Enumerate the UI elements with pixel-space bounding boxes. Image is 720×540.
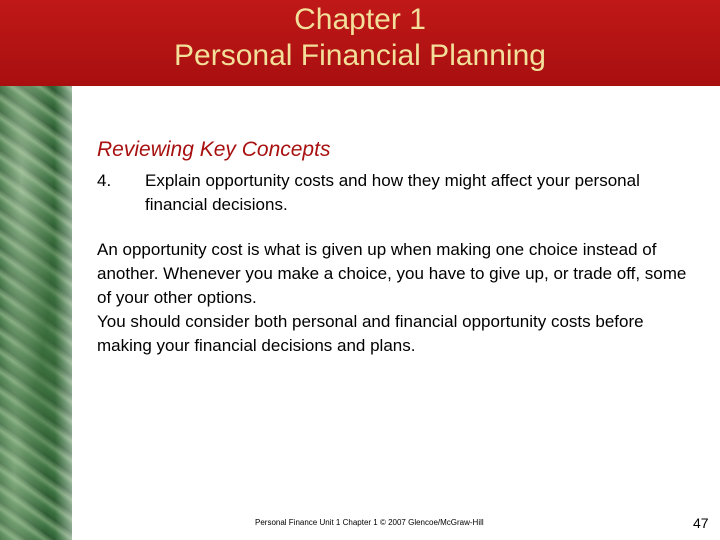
item-number: 4.: [97, 171, 112, 190]
item-question: Explain opportunity costs and how they might affect your personal financial decisions.: [145, 171, 640, 214]
title-line-1: Chapter 1: [294, 3, 426, 36]
section-heading: Reviewing Key Concepts: [97, 138, 331, 161]
slide-title: [0, 2, 720, 74]
answer-text: [97, 238, 697, 358]
answer-paragraph-2: You should consider both personal and financial opportunity costs before making your financial decisions and plans.: [97, 312, 644, 355]
footer-text: Personal Finance Unit 1 Chapter 1 © 2007 Glencoe/McGraw-Hill: [255, 518, 484, 527]
answer-paragraph-1: An opportunity cost is what is given up when making one choice instead of another. Whenever you make a choice, you have to give up, or trade off, some of your other options.: [97, 240, 687, 307]
page-number: 47: [693, 515, 709, 531]
sidebar-fade: [55, 86, 95, 540]
title-line-2: Personal Financial Planning: [174, 39, 546, 72]
